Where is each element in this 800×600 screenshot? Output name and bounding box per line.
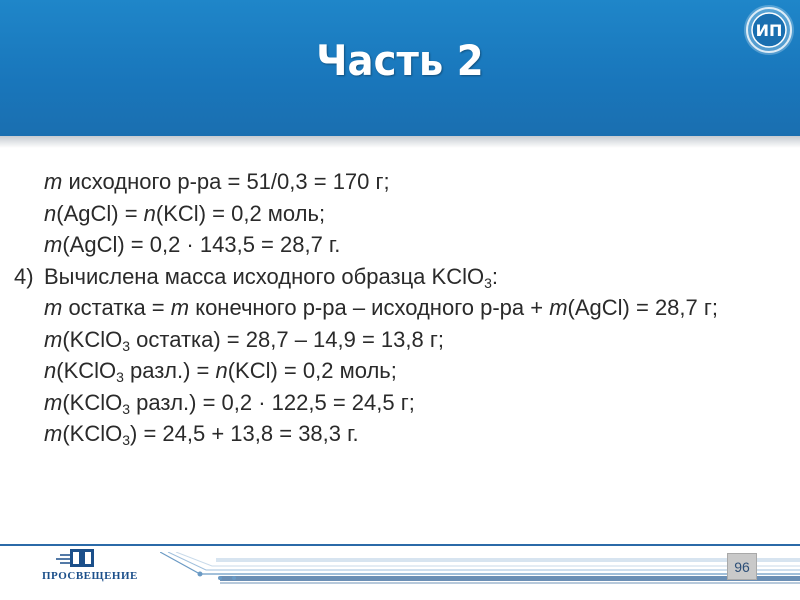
line-text: (AgCl) = 0,2 · 143,5 = 28,7 г. [62, 232, 341, 257]
step-number: 4) [14, 263, 34, 289]
line-text: (AgCl) = 28,7 г; [567, 295, 719, 320]
subscript: 3 [484, 274, 492, 291]
var-m: m [44, 169, 63, 194]
solution-line-9 [14, 418, 794, 450]
line-text: остатка = [62, 295, 171, 320]
line-text: (KClO [62, 421, 123, 446]
line-text: остатка) = 28,7 – 14,9 = 13,8 г; [130, 326, 444, 352]
header-shadow [0, 136, 800, 148]
line-text: (KClO [62, 326, 123, 352]
solution-line-2 [14, 198, 794, 230]
line-text: : [491, 263, 498, 289]
var-m: m [44, 326, 63, 352]
var-n: n [215, 358, 228, 383]
subscript: 3 [122, 400, 131, 417]
page-title: Часть 2 [316, 36, 484, 85]
solution-line-8 [14, 387, 794, 419]
line-text: конечного р-ра – исходного р-ра + [189, 295, 550, 320]
var-n: n [44, 358, 57, 383]
var-m: m [44, 295, 63, 320]
page-number: 96 [727, 553, 757, 580]
var-m: m [549, 295, 568, 320]
footer-divider [0, 544, 800, 546]
solution-text [14, 166, 794, 450]
subscript: 3 [122, 337, 131, 354]
line-text: ) = 24,5 + 13,8 = 38,3 г. [130, 421, 359, 446]
var-m: m [44, 421, 63, 446]
subscript: 3 [116, 369, 124, 385]
var-n: n [44, 200, 57, 226]
prosveshchenie-logo-icon [742, 3, 796, 57]
var-m: m [170, 295, 190, 320]
var-m: m [44, 389, 63, 415]
solution-line-6 [14, 324, 794, 356]
line-text: (KClO [62, 389, 123, 415]
solution-line-3 [14, 229, 794, 261]
solution-line-5 [14, 292, 794, 324]
var-m: m [44, 232, 63, 257]
line-text: (KCl) = 0,2 моль; [155, 200, 326, 226]
line-text: Вычислена масса исходного образца KClO [44, 263, 485, 289]
line-text: (KClO [56, 358, 117, 383]
line-text: (KCl) = 0,2 моль; [227, 358, 397, 383]
logo-text: ИП [755, 21, 783, 40]
var-n: n [143, 200, 156, 226]
solution-line-4 [14, 261, 794, 293]
solution-line-1 [14, 166, 794, 198]
subscript: 3 [122, 432, 131, 448]
footer-decoration [160, 552, 800, 584]
line-text: (AgCl) = [56, 200, 144, 226]
line-text: исходного р-ра = 51/0,3 = 170 г; [62, 169, 390, 194]
line-text: разл.) = [123, 358, 216, 383]
solution-line-7 [14, 355, 794, 387]
publisher-name: ПРОСВЕЩЕНИЕ [42, 570, 138, 582]
line-text: разл.) = 0,2 · 122,5 = 24,5 г; [130, 389, 415, 415]
